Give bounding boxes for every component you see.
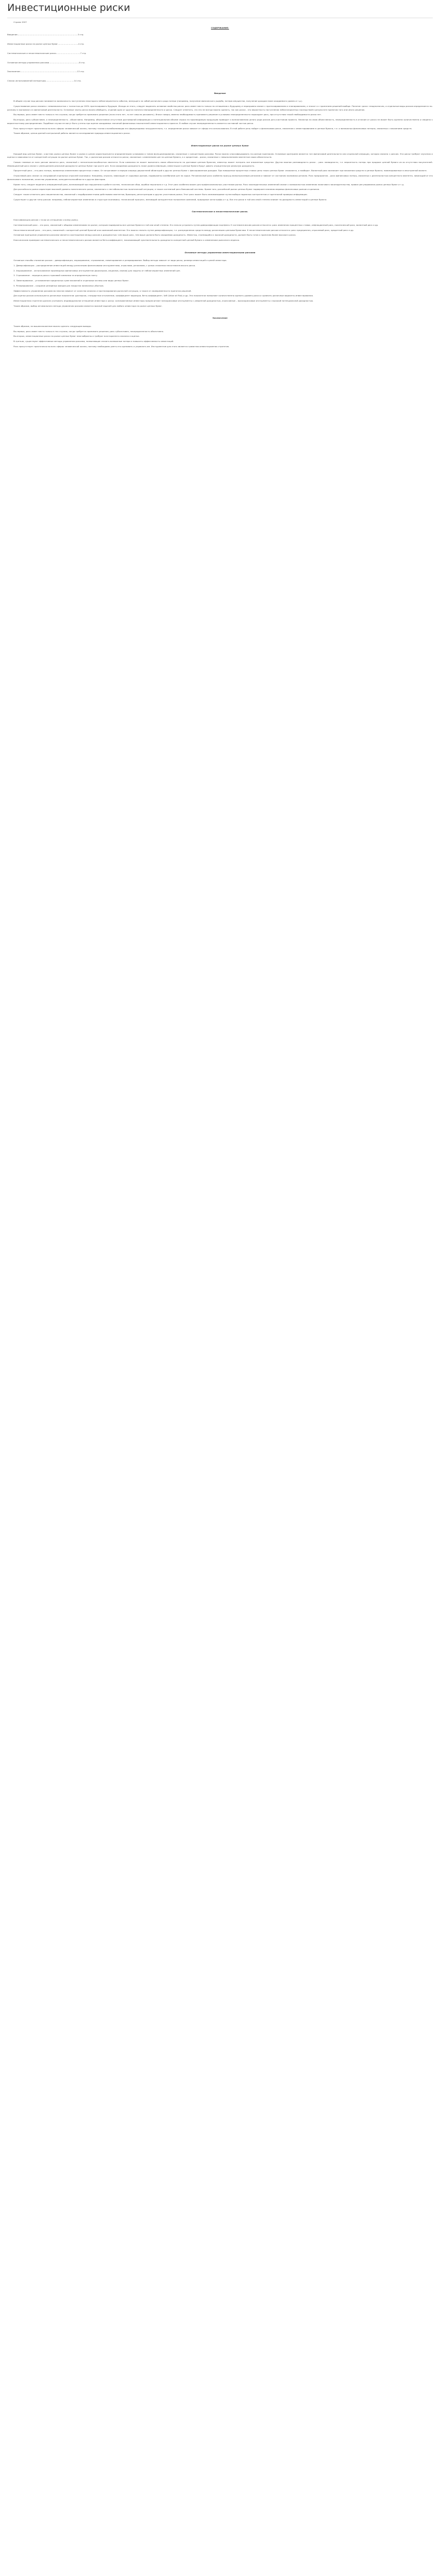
paragraph: В общем случае под риском понимается возможность наступления некоторого неблагоприятного события, влекущего за собой различного рода потери (например, получение физического ущерба, потерю имущества, получение доходов ниже ожидаемого уровня и т.д.). [14, 100, 303, 103]
paragraph: Риск присутствует практически во всех сферах человеческой жизни, поэтому необходимо уметь его оценивать и управлять им. Инструментом для этого является грамотная инвестиционная стратегия. [14, 345, 230, 348]
document-section [7, 210, 433, 242]
toc-item[interactable]: Основные методы управления рисками..............................................8 стр. [7, 61, 86, 64]
document-sections [7, 92, 433, 349]
paragraph: Во-первых, риск имеет место только в тех случаях, когда требуется принимать решение; риск субъективен, неопределенность объективна. [14, 330, 164, 333]
toc-item[interactable]: Инвестиционные риски на рынке ценных бумаг...............................4 стр. [7, 43, 85, 46]
paragraph: Инвестиционная стратегия должна учитывать индивидуальное отношение инвестора к риску: консервативные инвесторы предпочитают низкорисковые инструменты с умеренной доходностью, агрессивные – высокорисковые инструменты с высокой потенциальной доходностью. [14, 299, 314, 302]
paragraph: Каждый вид ценных бумаг, участник рынка ценных бумаг и рынок в целом характеризуются определенными условиями и типом функционирования, связанным с конкретными рисками. Риски можно классифицировать по разным признакам. Основным критерием является тип финансовой деятельности или отдельной операции, которая связана с риском. Эти риски требуют изучения и оценки в зависимости от конкретной ситуации на рынке ценных бумаг. Так, к рыночным рискам относятся риски, связанные с изменением цен на ценные бумаги, а к кредитным – риски, связанные с невыполнением эмитентом своих обязательств. [7, 153, 433, 159]
paragraph: Процентный риск – это риск потерь, вызванных изменением процентных ставок. Он затрагивает в первую очередь держателей облигаций и других ценных бумаг с фиксированным доходом. При повышении процентных ставок цены таких ценных бумаг снижаются, и наоборот. Валютный риск возникает при вложении средств в ценные бумаги, номинированные в иностранной валюте. [14, 170, 428, 172]
paragraph: 3. Страхование – передача риска страховой компании за определенную плату. [14, 275, 98, 277]
paragraph: Во-вторых, риск субъективен, а неопределенность - объективна. Например, объективное отсутствие достоверной информации о потенциальном объеме спроса на производимую продукцию приводит к возникновению целого ряда рисков для участников проекта. Несмотря на свою объективность, неопределенность в отличие от риска не может быть оценена количественно и сведена к вероятностному распределению. Подобные случаи не могут быть учтены при оценке ожидаемых значений финансовых показателей инвестиционного проекта. В любом случае неопределенность является составной частью риска. [7, 119, 433, 125]
toc-item[interactable]: Заключение.......................................................................................13 стр. [7, 71, 85, 73]
paragraph: Риск присутствует практически во всех сферах человеческой жизни, поэтому точная и всеобъемлющая его формулировка затруднительна, т.к. определение риска зависит от сферы его использования. В этой работе речь пойдет о финансовом риске, связанном с инвестированием в ценные бумаги, т.е. о возможных финансовых потерях, связанных с вложением средств. [14, 127, 412, 130]
paragraph: Основным принципом управления рисками является соотношение между риском и доходностью: чем выше риск, тем выше должна быть ожидаемая доходность. Инвестор, стремящийся к высокой доходности, должен быть готов к принятию более высокого риска. [14, 234, 296, 237]
toc-item[interactable]: Введение............................................................................................3 стр. [7, 34, 84, 36]
paragraph: Систематический риск – это риск, связанный с общими изменениями на рынке, которым подвержены все ценные бумаги в той или иной степени. Его нельзя устранить путем диверсификации портфеля. К систематическим рискам относятся: риск изменения процентных ставок, инфляционный риск, политический риск, валютный риск и др. [14, 224, 379, 226]
section-heading: Инвестиционные риски на рынке ценных бумаг [191, 144, 249, 147]
paragraph: 4. Лимитирование – установление предельных сумм вложений в отдельные активы или виды ценных бумаг. [14, 280, 129, 282]
section-heading: Заключение [212, 317, 228, 320]
paragraph: 5. Резервирование – создание резервных фондов для покрытия возможных убытков. [14, 284, 104, 287]
page-title: Инвестиционные риски [7, 2, 130, 13]
paragraph: Существование риска связано с невозможностью с точностью до 100% прогнозировать будущее. Исходя из этого, следует выделить основное свойство риска: риск имеет место только по отношению к будущему и неразрывно связан с прогнозированием и планированием, а значит и с принятием решений вообще. Понятие «риск» неоднозначно, а отдельные виды рисков определяются по-разному в экономике и в финансовой деятельности. Основные черты риска можно обобщить, отделив одни от других понятия неопределенности и риска. Следует отметить, что это не всегда можно сделать, так как риски - это вероятность наступления неблагоприятных последствий в результате принятия того или иного решения. [7, 105, 433, 111]
toc-title: СОДЕРЖАНИЕ: [211, 26, 229, 29]
paragraph: Самым главным из всех рисков является риск, связанный с неплатежеспособностью эмитента. Если компания не может выполнить своих обязательств по долговым ценным бумагам, инвестор может потерять все вложенные средства. Другая важная разновидность риска – риск ликвидности, т.е. вероятность потерь при продаже ценной бумаги из-за отсутствия покупателей. Инфляционный риск связан с уменьшением реальной доходности ценных бумаг при росте цен. Если ожидаемая доходность ниже уровня инфляции, инвестиции в ценные бумаги будут давать отрицательную реальную доходность. [7, 161, 433, 167]
paragraph: Классическим примером систематического и несистематического рисков является бета-коэффициент, показывающий чувствительность доходности конкретной ценной бумаги к изменениям рыночного индекса. [14, 239, 240, 241]
document-section [7, 92, 433, 135]
paragraph: Для российского рынка характерен высокий уровень политического риска, связанного с нестабильностью политической ситуации, а также системный риск банковской системы. Кроме того, российский рынок ценных бумаг подвержен влиянию мировых финансовых рынков и кризисов. [14, 188, 320, 191]
paragraph: Классификация рисков с точки их отношения к всему рынку. [14, 219, 79, 222]
section-heading: Основные методы управления инвестиционными рисками [184, 251, 256, 254]
paragraph: 1. Диверсификация – распределение инвестиций между различными финансовыми инструментами, отраслями, регионами, с целью снижения несистематического риска. [14, 265, 196, 267]
paragraph: Во-первых, риск имеет место только в тех случаях, когда требуется принимать решение (если этого нет, то нет смысла рисковать). Иначе говоря, именно необходимость принимать решение в условиях неопределенности порождает риск, при отсутствии такой необходимости риска нет. [14, 114, 322, 116]
document-section [7, 251, 433, 308]
paragraph: Для оценки рисков используются различные показатели: дисперсия, стандартное отклонение, коэффициент вариации, бета-коэффициент, VaR (Value at Risk) и др. Эти показатели позволяют количественно оценить уровень риска и сравнить различные варианты инвестирования. [14, 295, 314, 297]
document-section [7, 317, 433, 348]
toc-item[interactable]: Систематические и несистематические риски.....................................7 стр. [7, 52, 87, 54]
paragraph: В-третьих, существуют эффективные методы управления рисками, позволяющие снизить возможные потери и повысить эффективность инвестиций. [14, 340, 174, 343]
paragraph: Таким образом, на вышеизложенное можно сделать следующие выводы. [14, 325, 92, 328]
paragraph: Существуют и другие типы рисков: например, неблагоприятные изменения в структуре экономики, технический прогресс, меняющий конкурентное положение компаний, природные катастрофы и т.д. Все эти риски в той или иной степени влияют на доходность инвестиций в ценные бумаги. [14, 198, 327, 201]
paragraph: Следует также отметить риск мошенничества, связанный с недобросовестными действиями эмитентов, брокеров, регистраторов и других участников рынка. Этот риск может быть минимизирован путем выбора надежных контрагентов и тщательной проверки информации. [14, 193, 308, 196]
section-heading: Введение [214, 91, 226, 94]
work-label: Страна 2007 [14, 21, 27, 23]
document-section [7, 144, 433, 201]
paragraph: Основные способы снижения рисков – диверсификация, хеджирование, страхование, лимитирование и резервирование. Выбор метода зависит от вида риска, размера инвестиций и целей инвестора. [14, 259, 227, 262]
section-heading: Систематические и несистематические риски. [192, 210, 248, 213]
paragraph: Во-вторых, инвестиционные риски на рынке ценных бумаг многообразны и требуют всестороннего анализа и оценки. [14, 335, 140, 338]
document-body [7, 21, 433, 350]
paragraph: Кроме того, следует выделить операционный риск, возникающий при нарушениях в работе систем, технические сбои, ошибки персонала и т.д. Этот риск особенно важен для профессиональных участников рынка. Риск законодательных изменений связан с возможностью изменения налогового законодательства, правил регулирования рынка ценных бумаг и т.д. [14, 183, 405, 186]
paragraph: Таким образом, выбор оптимального метода управления рисками является важной задачей для любого инвестора на рынке ценных бумаг. [14, 305, 163, 307]
toc-item[interactable]: Список использованной литературы...........................................14 стр. [7, 79, 82, 82]
paragraph: 2. Хеджирование – использование производных финансовых инструментов (фьючерсов, опционов, свопов) для защиты от неблагоприятных изменений цен. [14, 269, 181, 272]
paragraph: Таким образом, целью данной контрольной работы является исследование природы инвестиционного риска. [14, 132, 130, 135]
paragraph: Несистематический риск – это риск, связанный с конкретной ценной бумагой или компанией-эмитентом. Его можно снизить путем диверсификации, т.е. распределения средств между различными ценными бумагами. К несистематическим рискам относятся: риск предприятия, отраслевой риск, кредитный риск и др. [14, 229, 354, 231]
paragraph: Отраслевой риск связан со спецификой отдельных отраслей экономики. Например, отрасли, зависящие от сырьевых рынков, подвержены колебаниям цен на сырье. Региональный риск особенно присущ моноотраслевым регионам и зависит от состояния экономики региона. Риск предприятия – риск финансовых потерь, связанных с деятельностью конкретного эмитента, зависящий от его финансового положения, качества управления, конкурентоспособности и других факторов. [7, 175, 433, 181]
table-of-contents [7, 33, 433, 83]
paragraph: Эффективность управления рисками во многом зависит от качества анализа и прогнозирования рыночной ситуации, а также от своевременности принятия решений. [14, 290, 192, 292]
